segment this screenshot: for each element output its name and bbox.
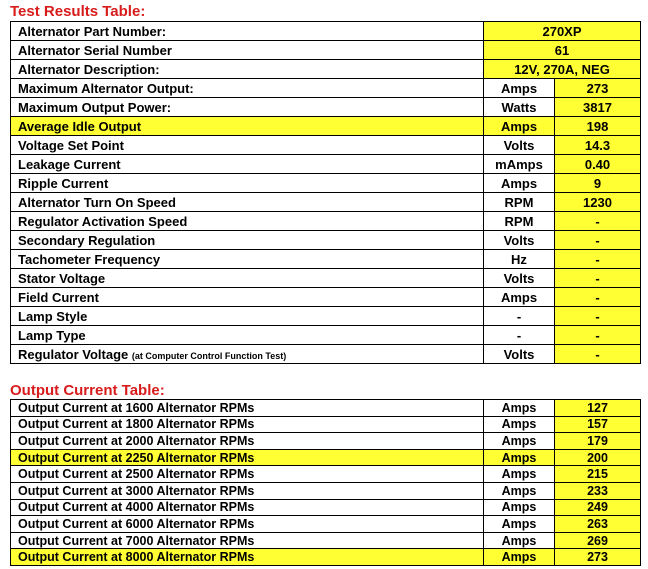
table-row [11, 326, 641, 345]
row-value: 263 [555, 516, 641, 533]
row-unit: Amps [484, 416, 555, 433]
row-value: 273 [555, 79, 641, 98]
row-value: - [555, 345, 641, 364]
row-unit: Watts [484, 98, 555, 117]
row-unit: - [484, 326, 555, 345]
row-value: 233 [555, 482, 641, 499]
row-unit: Amps [484, 466, 555, 483]
row-label [11, 288, 484, 307]
table-row [11, 231, 641, 250]
table-row [11, 212, 641, 231]
row-value: 198 [555, 117, 641, 136]
row-value: - [555, 269, 641, 288]
test-results-table [10, 21, 641, 364]
row-label-text: Voltage Set Point [18, 137, 124, 153]
row-label [11, 250, 484, 269]
row-value: 3817 [555, 98, 641, 117]
row-label [11, 193, 484, 212]
row-unit: Amps [484, 449, 555, 466]
row-label-text: Field Current [18, 289, 99, 305]
row-unit: Amps [484, 79, 555, 98]
table-row [11, 345, 641, 364]
row-label [11, 98, 484, 117]
row-label-text: Stator Voltage [18, 270, 106, 286]
row-label [11, 79, 484, 98]
row-label: Output Current at 2500 Alternator RPMs [11, 466, 484, 483]
row-unit: Amps [484, 499, 555, 516]
table-row [11, 532, 641, 549]
row-unit: RPM [484, 212, 555, 231]
row-unit: Volts [484, 136, 555, 155]
row-label: Alternator Serial Number [11, 41, 484, 60]
row-value: 270XP [484, 22, 641, 41]
table-row [11, 416, 641, 433]
row-value: 273 [555, 549, 641, 566]
row-label [11, 174, 484, 193]
row-label [11, 326, 484, 345]
row-label: Alternator Description: [11, 60, 484, 79]
row-label-text: Regulator Activation Speed [18, 213, 188, 229]
row-value: - [555, 288, 641, 307]
output-current-title: Output Current Table: [10, 382, 165, 399]
row-label [11, 345, 484, 364]
row-label: Output Current at 7000 Alternator RPMs [11, 532, 484, 549]
row-label: Output Current at 8000 Alternator RPMs [11, 549, 484, 566]
table-row [11, 22, 641, 41]
row-label-text: Alternator Turn On Speed [18, 194, 176, 210]
table-row [11, 155, 641, 174]
row-unit: Amps [484, 288, 555, 307]
row-label: Output Current at 2000 Alternator RPMs [11, 433, 484, 450]
row-label [11, 269, 484, 288]
row-unit: mAmps [484, 155, 555, 174]
row-label-text: Tachometer Frequency [18, 251, 161, 267]
row-unit: Amps [484, 482, 555, 499]
row-label: Output Current at 4000 Alternator RPMs [11, 499, 484, 516]
table-row [11, 174, 641, 193]
table-row [11, 250, 641, 269]
row-value: 12V, 270A, NEG [484, 60, 641, 79]
row-label-text: Lamp Style [18, 308, 88, 324]
table-row [11, 482, 641, 499]
row-unit: Volts [484, 269, 555, 288]
row-label: Output Current at 3000 Alternator RPMs [11, 482, 484, 499]
row-value: - [555, 231, 641, 250]
row-value: 157 [555, 416, 641, 433]
table-row [11, 466, 641, 483]
row-value: 200 [555, 449, 641, 466]
row-label [11, 136, 484, 155]
row-unit: Amps [484, 549, 555, 566]
row-label: Alternator Part Number: [11, 22, 484, 41]
table-row [11, 98, 641, 117]
row-label-text: Ripple Current [18, 175, 109, 191]
row-label [11, 212, 484, 231]
row-label-text: Maximum Alternator Output: [18, 80, 194, 96]
row-unit: Amps [484, 174, 555, 193]
test-results-title: Test Results Table: [10, 3, 146, 20]
row-label-text: Regulator Voltage [18, 346, 129, 362]
table-row [11, 60, 641, 79]
row-label-text: Secondary Regulation [18, 232, 156, 248]
row-value: - [555, 212, 641, 231]
row-unit: RPM [484, 193, 555, 212]
row-unit: - [484, 307, 555, 326]
row-unit: Volts [484, 345, 555, 364]
row-label-text: Leakage Current [18, 156, 121, 172]
row-label-text: Average Idle Output [18, 118, 142, 134]
row-value: 61 [484, 41, 641, 60]
row-unit: Hz [484, 250, 555, 269]
row-label-text: Maximum Output Power: [18, 99, 172, 115]
table-row [11, 400, 641, 417]
table-row [11, 499, 641, 516]
row-unit: Volts [484, 231, 555, 250]
row-value: 9 [555, 174, 641, 193]
row-note: (at Computer Control Function Test) [131, 350, 287, 361]
row-label: Output Current at 2250 Alternator RPMs [11, 449, 484, 466]
row-label: Output Current at 1800 Alternator RPMs [11, 416, 484, 433]
row-unit: Amps [484, 433, 555, 450]
row-label [11, 155, 484, 174]
row-label: Output Current at 6000 Alternator RPMs [11, 516, 484, 533]
row-value: 1230 [555, 193, 641, 212]
table-row [11, 269, 641, 288]
row-value: 127 [555, 400, 641, 417]
table-row [11, 433, 641, 450]
row-value: - [555, 307, 641, 326]
output-current-table [10, 399, 641, 566]
row-unit: Amps [484, 400, 555, 417]
table-row [11, 41, 641, 60]
table-row [11, 136, 641, 155]
row-value: 269 [555, 532, 641, 549]
row-label: Output Current at 1600 Alternator RPMs [11, 400, 484, 417]
row-value: 0.40 [555, 155, 641, 174]
table-row [11, 288, 641, 307]
row-value: 215 [555, 466, 641, 483]
table-row [11, 307, 641, 326]
row-unit: Amps [484, 532, 555, 549]
table-row [11, 516, 641, 533]
row-label [11, 117, 484, 136]
row-label [11, 307, 484, 326]
table-row [11, 79, 641, 98]
table-row [11, 117, 641, 136]
table-row [11, 193, 641, 212]
row-unit: Amps [484, 516, 555, 533]
row-value: 249 [555, 499, 641, 516]
row-label [11, 231, 484, 250]
row-value: - [555, 250, 641, 269]
row-unit: Amps [484, 117, 555, 136]
row-value: 179 [555, 433, 641, 450]
table-row [11, 449, 641, 466]
row-value: 14.3 [555, 136, 641, 155]
row-label-text: Lamp Type [18, 327, 86, 343]
row-value: - [555, 326, 641, 345]
table-row [11, 549, 641, 566]
